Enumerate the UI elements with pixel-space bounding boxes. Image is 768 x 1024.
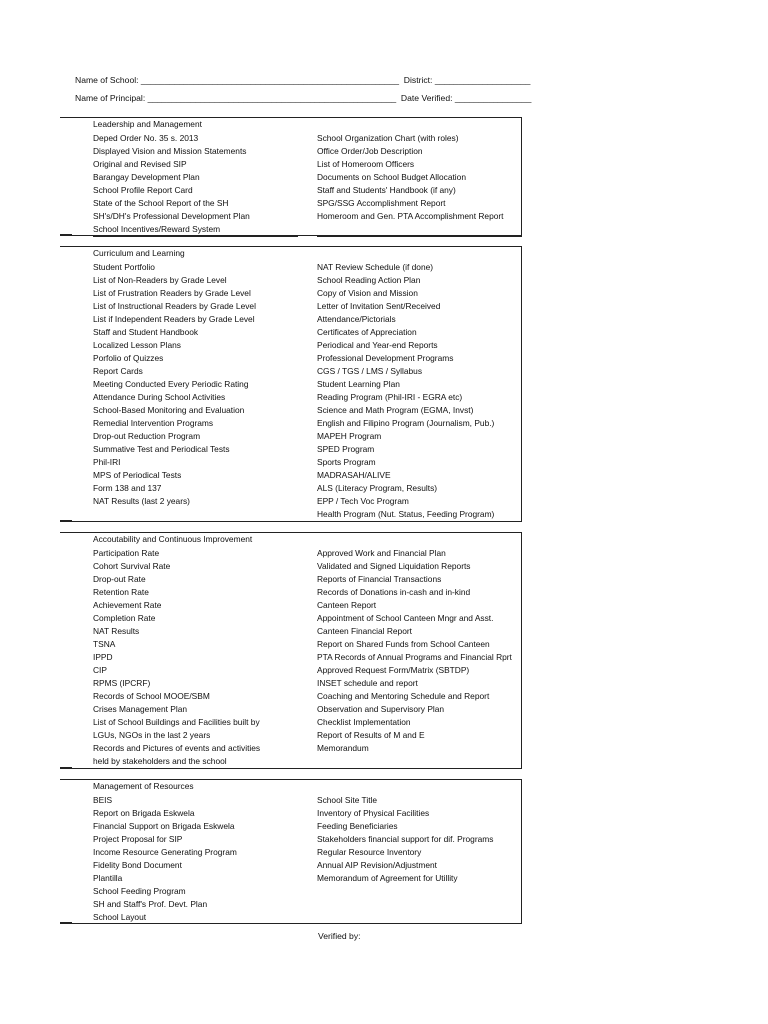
list-item: Project Proposal for SIP [93,834,183,844]
right-column [317,547,512,755]
left-column [93,261,256,508]
list-item: Meeting Conducted Every Periodic Rating [93,379,249,389]
list-item: List if Independent Readers by Grade Level [93,314,255,324]
principal-date-line: Name of Principal: ____________________________________________________ Date Verified: ________________ [75,93,532,103]
list-item: Observation and Supervisory Plan [317,704,445,714]
list-item: School Profile Report Card [93,185,193,195]
list-item: Achievement Rate [93,600,162,610]
list-item: List of Non-Readers by Grade Level [93,275,227,285]
school-district-line: Name of School: ______________________________________________________ District: ____________________ [75,75,531,85]
list-item: SPG/SSG Accomplishment Report [317,198,446,208]
list-item: Original and Revised SIP [93,159,187,169]
left-underline [93,236,298,237]
section-title: Accoutability and Continuous Improvement [93,534,253,544]
list-item: Validated and Signed Liquidation Reports [317,561,471,571]
list-item: Annual AIP Revision/Adjustment [317,860,437,870]
list-item: List of Homeroom Officers [317,159,415,169]
list-item: NAT Results (last 2 years) [93,496,190,506]
list-item: Health Program (Nut. Status, Feeding Program) [317,509,495,519]
list-item: Records of Donations in-cash and in-kind [317,587,471,597]
list-item: Student Learning Plan [317,379,400,389]
list-item: Regular Resource Inventory [317,847,422,857]
list-item: Displayed Vision and Mission Statements [93,146,247,156]
list-item: Approved Work and Financial Plan [317,548,446,558]
left-column [93,132,250,236]
list-item: School Incentives/Reward System [93,224,221,234]
list-item: Report on Shared Funds from School Canteen [317,639,490,649]
list-item: Staff and Students' Handbook (if any) [317,185,456,195]
list-item: School Site Title [317,795,378,805]
list-item: Financial Support on Brigada Eskwela [93,821,235,831]
list-item: Staff and Student Handbook [93,327,199,337]
list-item: List of Frustration Readers by Grade Level [93,288,251,298]
list-item: Fidelity Bond Document [93,860,182,870]
left-column [93,794,237,924]
list-item: held by stakeholders and the school [93,756,227,766]
list-item: MAPEH Program [317,431,382,441]
list-item: Report Cards [93,366,143,376]
section-title: Leadership and Management [93,119,202,129]
list-item: Appointment of School Canteen Mngr and Asst. [317,613,494,623]
list-item: Report of Results of M and E [317,730,425,740]
list-item: NAT Results [93,626,140,636]
list-item: NAT Review Schedule (if done) [317,262,434,272]
list-item: SPED Program [317,444,375,454]
list-item: MADRASAH/ALIVE [317,470,391,480]
list-item: English and Filipino Program (Journalism, Pub.) [317,418,495,428]
list-item: Memorandum [317,743,369,753]
list-item: Letter of Invitation Sent/Received [317,301,441,311]
list-item: Coaching and Mentoring Schedule and Report [317,691,490,701]
list-item: Drop-out Reduction Program [93,431,201,441]
list-item: Summative Test and Periodical Tests [93,444,230,454]
list-item: Deped Order No. 35 s. 2013 [93,133,199,143]
list-item: Crises Management Plan [93,704,188,714]
section-left-tick [60,922,72,923]
list-item: Report on Brigada Eskwela [93,808,195,818]
list-item: Porfolio of Quizzes [93,353,164,363]
section-title: Curriculum and Learning [93,248,185,258]
list-item: SH's/DH's Professional Development Plan [93,211,250,221]
list-item: Homeroom and Gen. PTA Accomplishment Report [317,211,504,221]
list-item: RPMS (IPCRF) [93,678,151,688]
list-item: ALS (Literacy Program, Results) [317,483,438,493]
list-item: BEIS [93,795,113,805]
list-item: Phil-IRI [93,457,121,467]
list-item: Canteen Financial Report [317,626,412,636]
list-item: Form 138 and 137 [93,483,162,493]
list-item: Canteen Report [317,600,377,610]
list-item: EPP / Tech Voc Program [317,496,409,506]
section-curriculum [60,246,522,522]
list-item: Participation Rate [93,548,160,558]
list-item: School Layout [93,912,147,922]
list-item: Inventory of Physical Facilities [317,808,430,818]
list-item: Reports of Financial Transactions [317,574,442,584]
left-underline [93,768,298,769]
left-underline [93,521,298,522]
section-left-tick [60,234,72,235]
list-item: Student Portfolio [93,262,155,272]
list-item: Periodical and Year-end Reports [317,340,438,350]
list-item: Approved Request Form/Matrix (SBTDP) [317,665,470,675]
right-column [317,132,504,223]
list-item: Memorandum of Agreement for Utillity [317,873,458,883]
list-item: Records of School MOOE/SBM [93,691,210,701]
list-item: TSNA [93,639,116,649]
list-item: Stakeholders financial support for dif. Programs [317,834,494,844]
section-left-tick [60,520,72,521]
list-item: PTA Records of Annual Programs and Financial Rprt [317,652,512,662]
list-item: School Organization Chart (with roles) [317,133,459,143]
verified-by-label: Verified by: [318,931,361,941]
list-item: Science and Math Program (EGMA, Invst) [317,405,474,415]
list-item: Remedial Intervention Programs [93,418,214,428]
list-item: INSET schedule and report [317,678,418,688]
list-item: Cohort Survival Rate [93,561,171,571]
list-item: List of School Buildings and Facilities built by [93,717,260,727]
list-item: School Reading Action Plan [317,275,421,285]
list-item: Documents on School Budget Allocation [317,172,466,182]
list-item: State of the School Report of the SH [93,198,229,208]
list-item: Records and Pictures of events and activities [93,743,261,753]
list-item: List of Instructional Readers by Grade Level [93,301,256,311]
list-item: Plantilla [93,873,123,883]
list-item: LGUs, NGOs in the last 2 years [93,730,211,740]
list-item: Reading Program (Phil-IRI - EGRA etc) [317,392,463,402]
right-column [317,261,494,521]
list-item: Certificates of Appreciation [317,327,417,337]
section-title: Management of Resources [93,781,194,791]
list-item: Localized Lesson Plans [93,340,181,350]
left-column [93,547,260,768]
list-item: School Feeding Program [93,886,186,896]
list-item: Attendance/Pictorials [317,314,396,324]
section-left-tick [60,767,72,768]
section-leadership [60,117,522,236]
right-underline [317,236,522,237]
list-item: School-Based Monitoring and Evaluation [93,405,245,415]
right-column [317,794,493,885]
list-item: Barangay Development Plan [93,172,200,182]
list-item: CGS / TGS / LMS / Syllabus [317,366,423,376]
list-item: MPS of Periodical Tests [93,470,182,480]
section-accountability [60,532,522,769]
list-item: Income Resource Generating Program [93,847,237,857]
list-item: Attendance During School Activities [93,392,226,402]
list-item: Completion Rate [93,613,156,623]
list-item: Feeding Beneficiaries [317,821,398,831]
list-item: SH and Staff's Prof. Devt. Plan [93,899,208,909]
list-item: Checklist Implementation [317,717,411,727]
list-item: Copy of Vision and Mission [317,288,418,298]
list-item: Professional Development Programs [317,353,454,363]
list-item: Retention Rate [93,587,149,597]
list-item: IPPD [93,652,113,662]
section-resources [60,779,522,924]
list-item: Office Order/Job Description [317,146,423,156]
right-underline [317,768,522,769]
list-item: Sports Program [317,457,376,467]
left-underline [93,923,298,924]
list-item: CIP [93,665,107,675]
list-item: Drop-out Rate [93,574,146,584]
